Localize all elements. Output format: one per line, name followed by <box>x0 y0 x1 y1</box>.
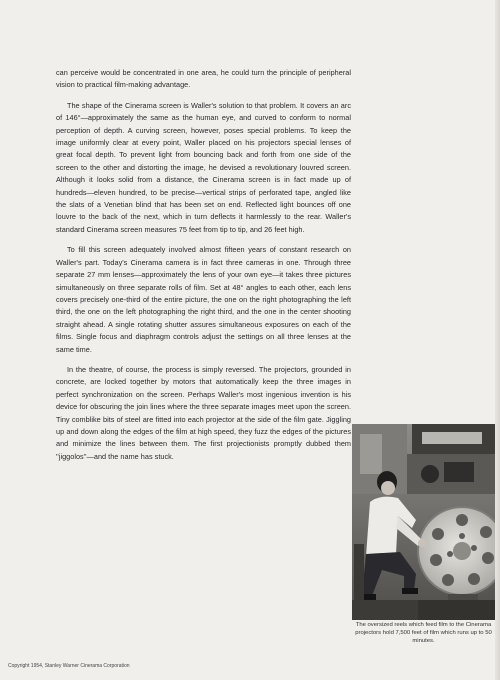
copyright-footer: Copyright 1954, Stanley Warner Cinerama Corporation <box>8 663 130 669</box>
paragraph-1: can perceive would be concentrated in one area, he could turn the principle of peripheral vision to practical film-making advantage. <box>56 68 351 90</box>
projectionist-photo <box>352 424 495 620</box>
paragraph-2: The shape of the Cinerama screen is Waller's solution to that problem. It covers an arc of 146°—approximately the same as the human eye, and curved to conform to normal perception of depth. A curving screen, however, poses special problems. To keep the image uniformly clear at every point, Waller placed on his projectors special lenses of great focal depth. To prevent light from bouncing back and forth from one side of the screen to the other and distorting the image, he devised a revolutionary louvred screen. Although it looks solid from a distance, the Cinerama screen is in fact made up of hundreds—eleven hundred, to be precise—vertical strips of perforated tape, angled like the slats of a Venetian blind that has been set on end. Reflected light bounces off one louvre to the back of the next, which in turn deflects it harmlessly to the rear. Waller's standard Cinerama screen measures 75 feet from tip to tip, and 26 feet high. <box>56 100 351 234</box>
page-edge <box>495 0 500 680</box>
article-body <box>56 67 351 471</box>
paragraph-4: In the theatre, of course, the process is simply reversed. The projectors, grounded in concrete, are locked together by motors that automatically keep the three images in perfect synchronization on the screen. Perhaps Waller's most ingenious invention is his device for obscuring the join lines where the three separate images meet upon the screen. Tiny comblike bits of steel are fitted into each projector at the side of the film gate. Jiggling up and down along the edges of the film at high speed, they fuzz the edges of the pictures and minimize the lines between them. The first projectionists promptly dubbed them ''jiggolos''—and the name has stuck. <box>56 364 351 461</box>
photo-caption: The oversized reels which feed film to the Cinerama projectors hold 7,500 feet of film which runs up to 50 minutes. <box>355 622 492 645</box>
paragraph-3: To fill this screen adequately involved almost fifteen years of constant research on Waller's part. Today's Cinerama camera is in fact three cameras in one. Through three separate 27 mm lenses—approximately the lens of your own eye—it takes three pictures simultaneously on three separate rolls of film. Set at 48° angles to each other, each lens covers precisely one-third of the entire picture, the one on the right photographing the left third, the one on the left photographing the right third, and the one in the center shooting straight ahead. A single rotating shutter assures simultaneous exposures on each of the films. Single focus and diaphragm controls adjust the settings on all three lenses at the same time. <box>56 245 351 354</box>
projectionist-photo-illustration <box>352 424 495 620</box>
